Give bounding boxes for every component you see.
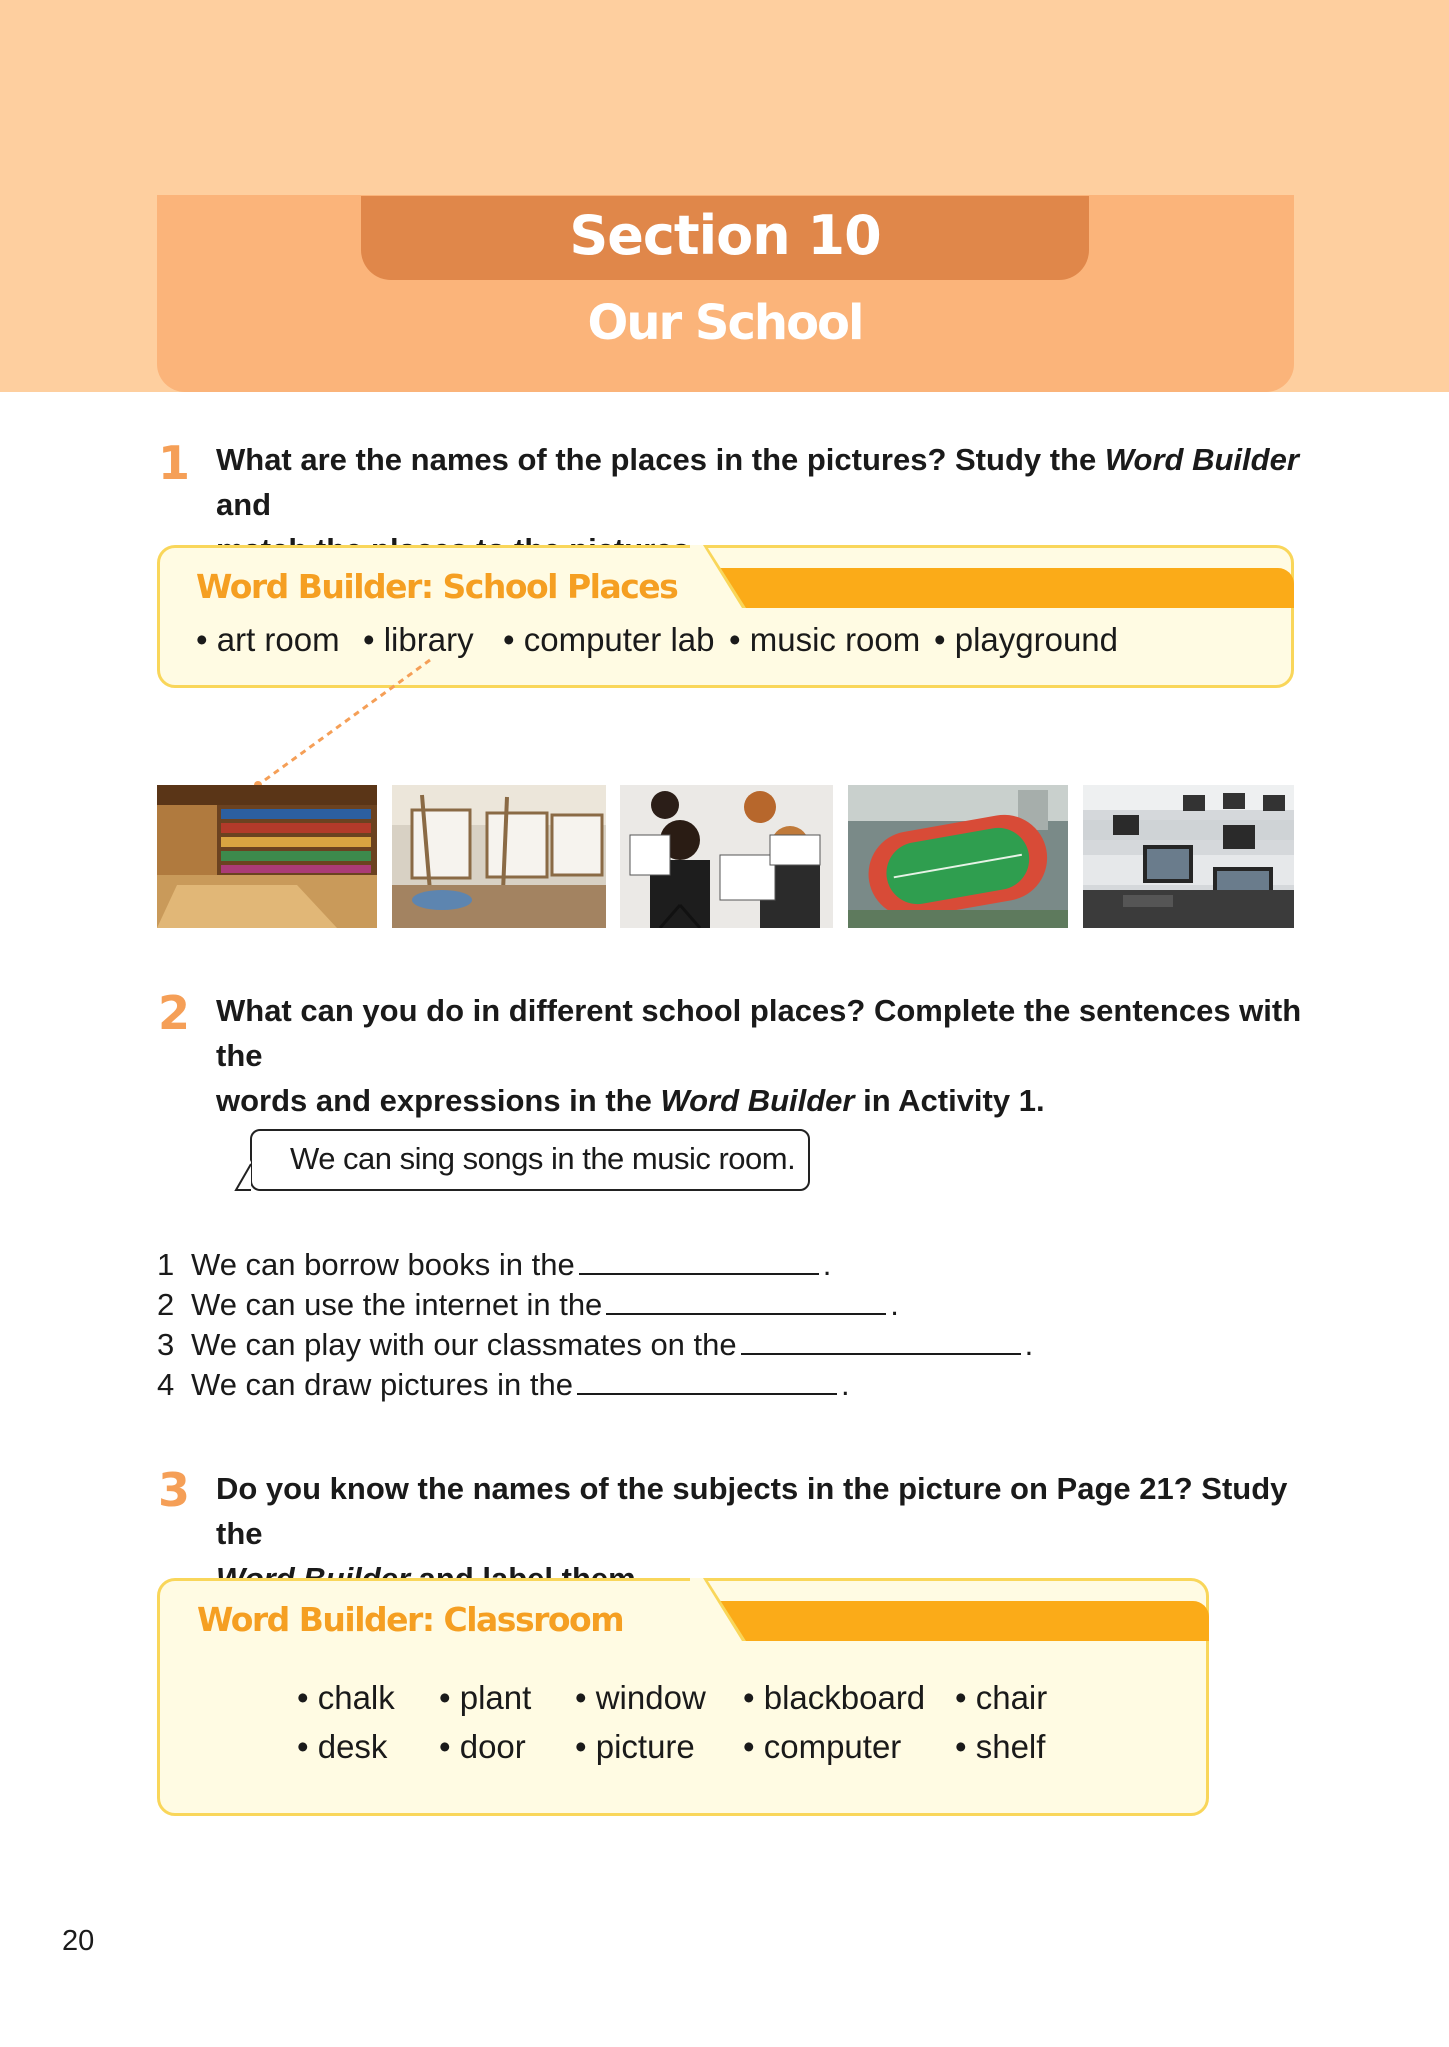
- word-builder-classroom-bar: [710, 1601, 1209, 1641]
- library-photo[interactable]: [157, 785, 377, 928]
- music-room-photo[interactable]: [620, 785, 833, 928]
- example-sentence: We can sing songs in the music room.: [290, 1141, 796, 1176]
- activity-2-word-builder: Word Builder: [660, 1083, 855, 1118]
- exercise-period-2: .: [890, 1287, 899, 1322]
- word-library: • library: [363, 621, 474, 658]
- word-playground: • playground: [934, 621, 1119, 658]
- exercise-sentence-4: [157, 1367, 850, 1403]
- page-number: 20: [62, 1925, 95, 1957]
- word-door: • door: [439, 1728, 526, 1765]
- answer-blank-1[interactable]: [579, 1247, 819, 1275]
- activity-2-text-a: words and expressions in the: [216, 1083, 661, 1118]
- exercise-number-3: 3: [157, 1327, 175, 1362]
- activity-2-instruction: [216, 988, 1316, 1123]
- word-chair: • chair: [955, 1679, 1048, 1716]
- speech-bubble-tail: [234, 1160, 256, 1192]
- exercise-text-4: We can draw pictures in the: [191, 1367, 573, 1402]
- answer-blank-3[interactable]: [741, 1327, 1021, 1355]
- exercise-period-1: .: [822, 1247, 832, 1282]
- exercise-sentence-1: [157, 1247, 831, 1283]
- activity-2-line-1: What can you do in different school places? Complete the sentences with the: [216, 993, 1302, 1073]
- word-computer: • computer: [743, 1728, 902, 1765]
- exercise-number-4: 4: [157, 1367, 175, 1402]
- word-builder-classroom-title: Word Builder: Classroom: [197, 1600, 624, 1639]
- activity-1-word-builder: Word Builder: [1104, 442, 1299, 477]
- word-computer-lab: • computer lab: [503, 621, 715, 658]
- art-room-photo[interactable]: [392, 785, 606, 928]
- playground-photo[interactable]: [848, 785, 1068, 928]
- exercise-text-1: We can borrow books in the: [191, 1247, 575, 1282]
- section-number: Section 10: [569, 204, 881, 267]
- word-builder-classroom-notch: [690, 1578, 750, 1642]
- exercise-period-3: .: [1024, 1327, 1034, 1362]
- exercise-number-1: 1: [157, 1247, 175, 1282]
- word-window: • window: [575, 1679, 706, 1716]
- exercise-sentence-2: [157, 1287, 899, 1323]
- answer-blank-2[interactable]: [606, 1287, 886, 1315]
- word-plant: • plant: [439, 1679, 532, 1716]
- word-picture: • picture: [575, 1728, 695, 1765]
- word-builder-places-title: Word Builder: School Places: [196, 567, 678, 606]
- exercise-text-3: We can play with our classmates on the: [191, 1327, 737, 1362]
- word-shelf: • shelf: [955, 1728, 1046, 1765]
- exercise-sentence-3: [157, 1327, 1033, 1363]
- activity-3-number: 3: [158, 1463, 191, 1517]
- exercise-number-2: 2: [157, 1287, 175, 1322]
- word-chalk: • chalk: [297, 1679, 395, 1716]
- activity-1-text-a: What are the names of the places in the pictures? Study the: [216, 442, 1105, 477]
- word-music-room: • music room: [729, 621, 921, 658]
- activity-2-line-2: [216, 1078, 1316, 1123]
- answer-blank-4[interactable]: [577, 1367, 837, 1395]
- word-blackboard: • blackboard: [743, 1679, 926, 1716]
- word-builder-places-notch: [690, 545, 750, 609]
- word-art-room: • art room: [196, 621, 340, 658]
- activity-1-number: 1: [158, 436, 191, 490]
- match-example-line: [250, 655, 450, 795]
- activity-2-text-b: in Activity 1.: [854, 1083, 1045, 1118]
- activity-2-number: 2: [158, 986, 191, 1040]
- exercise-text-2: We can use the internet in the: [191, 1287, 603, 1322]
- exercise-period-4: .: [840, 1367, 850, 1402]
- word-desk: • desk: [297, 1728, 388, 1765]
- computer-lab-photo[interactable]: [1083, 785, 1294, 928]
- activity-3-line-1: Do you know the names of the subjects in the picture on Page 21? Study the: [216, 1471, 1288, 1551]
- word-builder-places-bar: [710, 568, 1294, 608]
- activity-1-line-1: [216, 437, 1316, 527]
- section-title: Our School: [587, 295, 863, 351]
- activity-1-text-b: and: [216, 487, 272, 522]
